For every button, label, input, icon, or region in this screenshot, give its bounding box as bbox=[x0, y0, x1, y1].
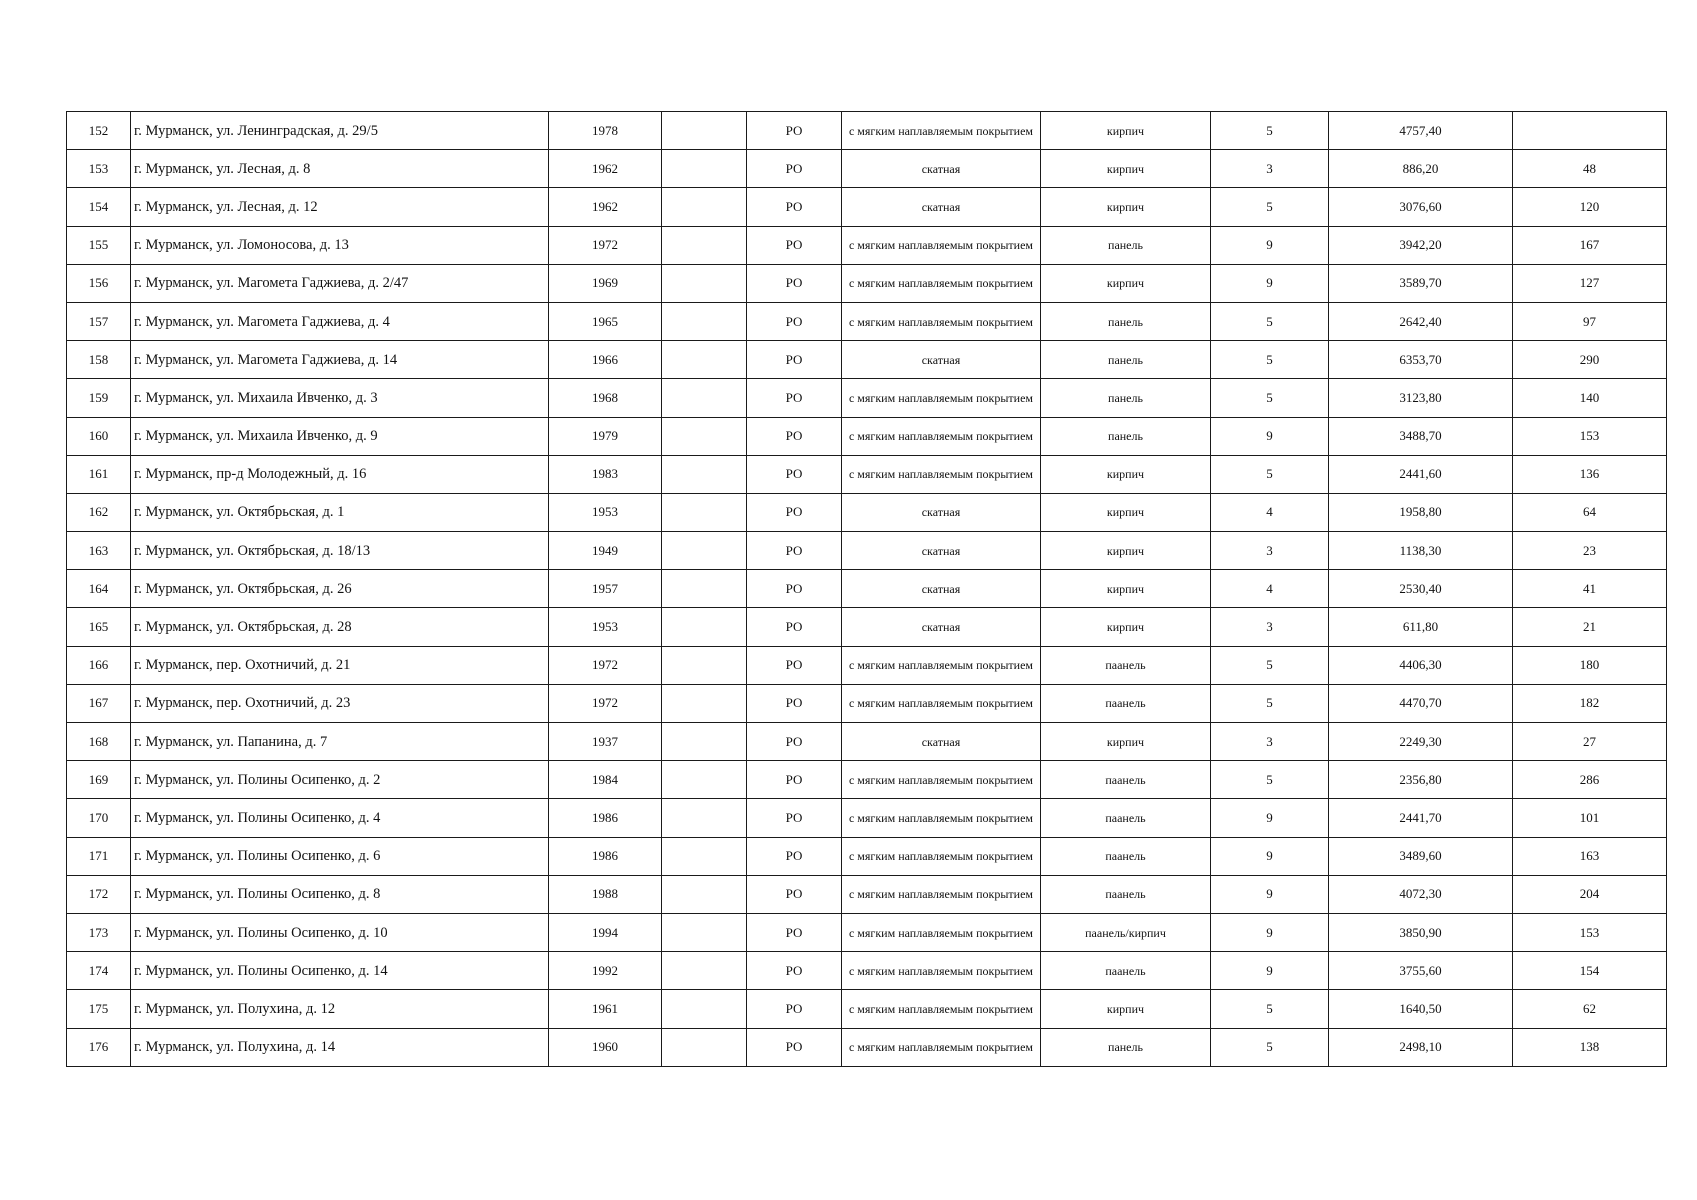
residents-cell: 167 bbox=[1513, 226, 1667, 264]
residents-cell: 290 bbox=[1513, 341, 1667, 379]
area-cell: 3589,70 bbox=[1329, 264, 1513, 302]
org-type-cell: РО bbox=[747, 570, 842, 608]
build-year-cell: 1957 bbox=[549, 570, 662, 608]
empty-cell bbox=[662, 723, 747, 761]
table-row bbox=[67, 417, 1667, 455]
residents-cell: 154 bbox=[1513, 952, 1667, 990]
address-cell: г. Мурманск, ул. Полухина, д. 14 bbox=[131, 1028, 549, 1066]
residents-cell: 180 bbox=[1513, 646, 1667, 684]
floors-cell: 5 bbox=[1211, 684, 1329, 722]
wall-material-cell: кирпич bbox=[1041, 264, 1211, 302]
area-cell: 2498,10 bbox=[1329, 1028, 1513, 1066]
empty-cell bbox=[662, 570, 747, 608]
address-cell: г. Мурманск, пр-д Молодежный, д. 16 bbox=[131, 455, 549, 493]
row-number-cell: 172 bbox=[67, 875, 131, 913]
residents-cell: 163 bbox=[1513, 837, 1667, 875]
wall-material-cell: панель bbox=[1041, 1028, 1211, 1066]
row-number-cell: 175 bbox=[67, 990, 131, 1028]
roof-type-cell: с мягким наплавляемым покрытием bbox=[842, 226, 1041, 264]
address-cell: г. Мурманск, ул. Ломоносова, д. 13 bbox=[131, 226, 549, 264]
roof-type-cell: с мягким наплавляемым покрытием bbox=[842, 112, 1041, 150]
wall-material-cell: кирпич bbox=[1041, 532, 1211, 570]
org-type-cell: РО bbox=[747, 302, 842, 340]
org-type-cell: РО bbox=[747, 150, 842, 188]
floors-cell: 3 bbox=[1211, 723, 1329, 761]
empty-cell bbox=[662, 837, 747, 875]
residents-cell bbox=[1513, 112, 1667, 150]
row-number-cell: 164 bbox=[67, 570, 131, 608]
roof-type-cell: скатная bbox=[842, 723, 1041, 761]
area-cell: 4757,40 bbox=[1329, 112, 1513, 150]
area-cell: 2356,80 bbox=[1329, 761, 1513, 799]
address-cell: г. Мурманск, ул. Лесная, д. 12 bbox=[131, 188, 549, 226]
address-cell: г. Мурманск, ул. Полины Осипенко, д. 10 bbox=[131, 913, 549, 951]
table-row bbox=[67, 188, 1667, 226]
build-year-cell: 1984 bbox=[549, 761, 662, 799]
empty-cell bbox=[662, 799, 747, 837]
table-row bbox=[67, 761, 1667, 799]
floors-cell: 9 bbox=[1211, 417, 1329, 455]
build-year-cell: 1979 bbox=[549, 417, 662, 455]
roof-type-cell: скатная bbox=[842, 532, 1041, 570]
roof-type-cell: с мягким наплавляемым покрытием bbox=[842, 684, 1041, 722]
floors-cell: 9 bbox=[1211, 264, 1329, 302]
area-cell: 3755,60 bbox=[1329, 952, 1513, 990]
table-row bbox=[67, 837, 1667, 875]
residents-cell: 23 bbox=[1513, 532, 1667, 570]
empty-cell bbox=[662, 952, 747, 990]
address-cell: г. Мурманск, ул. Папанина, д. 7 bbox=[131, 723, 549, 761]
floors-cell: 4 bbox=[1211, 570, 1329, 608]
row-number-cell: 152 bbox=[67, 112, 131, 150]
floors-cell: 9 bbox=[1211, 837, 1329, 875]
empty-cell bbox=[662, 608, 747, 646]
wall-material-cell: кирпич bbox=[1041, 990, 1211, 1028]
area-cell: 6353,70 bbox=[1329, 341, 1513, 379]
address-cell: г. Мурманск, ул. Михаила Ивченко, д. 9 bbox=[131, 417, 549, 455]
area-cell: 4072,30 bbox=[1329, 875, 1513, 913]
build-year-cell: 1972 bbox=[549, 646, 662, 684]
wall-material-cell: панель bbox=[1041, 226, 1211, 264]
row-number-cell: 176 bbox=[67, 1028, 131, 1066]
area-cell: 2642,40 bbox=[1329, 302, 1513, 340]
roof-type-cell: скатная bbox=[842, 608, 1041, 646]
table-row bbox=[67, 875, 1667, 913]
residents-cell: 204 bbox=[1513, 875, 1667, 913]
org-type-cell: РО bbox=[747, 417, 842, 455]
floors-cell: 9 bbox=[1211, 952, 1329, 990]
empty-cell bbox=[662, 341, 747, 379]
empty-cell bbox=[662, 455, 747, 493]
floors-cell: 5 bbox=[1211, 379, 1329, 417]
table-row bbox=[67, 302, 1667, 340]
roof-type-cell: с мягким наплавляемым покрытием bbox=[842, 646, 1041, 684]
org-type-cell: РО bbox=[747, 264, 842, 302]
floors-cell: 9 bbox=[1211, 799, 1329, 837]
address-cell: г. Мурманск, ул. Октябрьская, д. 26 bbox=[131, 570, 549, 608]
address-cell: г. Мурманск, ул. Ленинградская, д. 29/5 bbox=[131, 112, 549, 150]
floors-cell: 5 bbox=[1211, 455, 1329, 493]
roof-type-cell: с мягким наплавляемым покрытием bbox=[842, 837, 1041, 875]
floors-cell: 4 bbox=[1211, 493, 1329, 531]
build-year-cell: 1966 bbox=[549, 341, 662, 379]
roof-type-cell: скатная bbox=[842, 570, 1041, 608]
residents-cell: 101 bbox=[1513, 799, 1667, 837]
residents-cell: 62 bbox=[1513, 990, 1667, 1028]
row-number-cell: 165 bbox=[67, 608, 131, 646]
row-number-cell: 163 bbox=[67, 532, 131, 570]
org-type-cell: РО bbox=[747, 341, 842, 379]
build-year-cell: 1968 bbox=[549, 379, 662, 417]
wall-material-cell: паанель/кирпич bbox=[1041, 913, 1211, 951]
residents-cell: 138 bbox=[1513, 1028, 1667, 1066]
floors-cell: 5 bbox=[1211, 341, 1329, 379]
table-row bbox=[67, 150, 1667, 188]
table-row bbox=[67, 608, 1667, 646]
build-year-cell: 1994 bbox=[549, 913, 662, 951]
roof-type-cell: с мягким наплавляемым покрытием bbox=[842, 875, 1041, 913]
address-cell: г. Мурманск, ул. Полины Осипенко, д. 4 bbox=[131, 799, 549, 837]
wall-material-cell: паанель bbox=[1041, 875, 1211, 913]
wall-material-cell: кирпич bbox=[1041, 112, 1211, 150]
wall-material-cell: паанель bbox=[1041, 646, 1211, 684]
wall-material-cell: панель bbox=[1041, 417, 1211, 455]
row-number-cell: 159 bbox=[67, 379, 131, 417]
row-number-cell: 153 bbox=[67, 150, 131, 188]
area-cell: 4470,70 bbox=[1329, 684, 1513, 722]
build-year-cell: 1988 bbox=[549, 875, 662, 913]
table-row bbox=[67, 684, 1667, 722]
wall-material-cell: кирпич bbox=[1041, 455, 1211, 493]
build-year-cell: 1965 bbox=[549, 302, 662, 340]
table-row bbox=[67, 952, 1667, 990]
roof-type-cell: с мягким наплавляемым покрытием bbox=[842, 379, 1041, 417]
roof-type-cell: с мягким наплавляемым покрытием bbox=[842, 913, 1041, 951]
area-cell: 611,80 bbox=[1329, 608, 1513, 646]
wall-material-cell: кирпич bbox=[1041, 723, 1211, 761]
address-cell: г. Мурманск, ул. Магомета Гаджиева, д. 14 bbox=[131, 341, 549, 379]
table-row bbox=[67, 570, 1667, 608]
address-cell: г. Мурманск, пер. Охотничий, д. 23 bbox=[131, 684, 549, 722]
build-year-cell: 1961 bbox=[549, 990, 662, 1028]
row-number-cell: 167 bbox=[67, 684, 131, 722]
residents-cell: 182 bbox=[1513, 684, 1667, 722]
wall-material-cell: кирпич bbox=[1041, 150, 1211, 188]
table-row bbox=[67, 493, 1667, 531]
residents-cell: 48 bbox=[1513, 150, 1667, 188]
org-type-cell: РО bbox=[747, 837, 842, 875]
build-year-cell: 1962 bbox=[549, 150, 662, 188]
floors-cell: 5 bbox=[1211, 1028, 1329, 1066]
empty-cell bbox=[662, 188, 747, 226]
table-row bbox=[67, 264, 1667, 302]
area-cell: 1640,50 bbox=[1329, 990, 1513, 1028]
empty-cell bbox=[662, 913, 747, 951]
empty-cell bbox=[662, 264, 747, 302]
build-year-cell: 1986 bbox=[549, 837, 662, 875]
org-type-cell: РО bbox=[747, 684, 842, 722]
roof-type-cell: с мягким наплавляемым покрытием bbox=[842, 1028, 1041, 1066]
address-cell: г. Мурманск, ул. Михаила Ивченко, д. 3 bbox=[131, 379, 549, 417]
address-cell: г. Мурманск, пер. Охотничий, д. 21 bbox=[131, 646, 549, 684]
org-type-cell: РО bbox=[747, 990, 842, 1028]
empty-cell bbox=[662, 990, 747, 1028]
table-row bbox=[67, 226, 1667, 264]
floors-cell: 3 bbox=[1211, 532, 1329, 570]
table-row bbox=[67, 112, 1667, 150]
row-number-cell: 157 bbox=[67, 302, 131, 340]
wall-material-cell: паанель bbox=[1041, 952, 1211, 990]
build-year-cell: 1949 bbox=[549, 532, 662, 570]
org-type-cell: РО bbox=[747, 188, 842, 226]
table-row bbox=[67, 913, 1667, 951]
row-number-cell: 168 bbox=[67, 723, 131, 761]
area-cell: 2530,40 bbox=[1329, 570, 1513, 608]
wall-material-cell: паанель bbox=[1041, 799, 1211, 837]
wall-material-cell: кирпич bbox=[1041, 570, 1211, 608]
floors-cell: 3 bbox=[1211, 608, 1329, 646]
org-type-cell: РО bbox=[747, 875, 842, 913]
org-type-cell: РО bbox=[747, 226, 842, 264]
empty-cell bbox=[662, 379, 747, 417]
build-year-cell: 1953 bbox=[549, 493, 662, 531]
address-cell: г. Мурманск, ул. Полины Осипенко, д. 6 bbox=[131, 837, 549, 875]
row-number-cell: 161 bbox=[67, 455, 131, 493]
roof-type-cell: скатная bbox=[842, 341, 1041, 379]
floors-cell: 5 bbox=[1211, 646, 1329, 684]
row-number-cell: 171 bbox=[67, 837, 131, 875]
org-type-cell: РО bbox=[747, 723, 842, 761]
empty-cell bbox=[662, 875, 747, 913]
table-row bbox=[67, 646, 1667, 684]
address-cell: г. Мурманск, ул. Полины Осипенко, д. 14 bbox=[131, 952, 549, 990]
residents-cell: 153 bbox=[1513, 417, 1667, 455]
build-year-cell: 1978 bbox=[549, 112, 662, 150]
housing-registry-table bbox=[66, 111, 1667, 1067]
roof-type-cell: с мягким наплавляемым покрытием bbox=[842, 264, 1041, 302]
table-row bbox=[67, 532, 1667, 570]
floors-cell: 5 bbox=[1211, 761, 1329, 799]
residents-cell: 41 bbox=[1513, 570, 1667, 608]
roof-type-cell: с мягким наплавляемым покрытием bbox=[842, 455, 1041, 493]
empty-cell bbox=[662, 493, 747, 531]
area-cell: 4406,30 bbox=[1329, 646, 1513, 684]
address-cell: г. Мурманск, ул. Полины Осипенко, д. 8 bbox=[131, 875, 549, 913]
empty-cell bbox=[662, 226, 747, 264]
row-number-cell: 156 bbox=[67, 264, 131, 302]
org-type-cell: РО bbox=[747, 493, 842, 531]
wall-material-cell: паанель bbox=[1041, 761, 1211, 799]
floors-cell: 3 bbox=[1211, 150, 1329, 188]
org-type-cell: РО bbox=[747, 532, 842, 570]
floors-cell: 5 bbox=[1211, 188, 1329, 226]
floors-cell: 9 bbox=[1211, 226, 1329, 264]
row-number-cell: 160 bbox=[67, 417, 131, 455]
residents-cell: 140 bbox=[1513, 379, 1667, 417]
residents-cell: 64 bbox=[1513, 493, 1667, 531]
table-row bbox=[67, 1028, 1667, 1066]
floors-cell: 9 bbox=[1211, 875, 1329, 913]
roof-type-cell: с мягким наплавляемым покрытием bbox=[842, 799, 1041, 837]
roof-type-cell: с мягким наплавляемым покрытием bbox=[842, 761, 1041, 799]
address-cell: г. Мурманск, ул. Магомета Гаджиева, д. 2/47 bbox=[131, 264, 549, 302]
row-number-cell: 174 bbox=[67, 952, 131, 990]
area-cell: 886,20 bbox=[1329, 150, 1513, 188]
roof-type-cell: скатная bbox=[842, 150, 1041, 188]
address-cell: г. Мурманск, ул. Полухина, д. 12 bbox=[131, 990, 549, 1028]
empty-cell bbox=[662, 112, 747, 150]
org-type-cell: РО bbox=[747, 913, 842, 951]
row-number-cell: 162 bbox=[67, 493, 131, 531]
area-cell: 3488,70 bbox=[1329, 417, 1513, 455]
residents-cell: 136 bbox=[1513, 455, 1667, 493]
floors-cell: 9 bbox=[1211, 913, 1329, 951]
org-type-cell: РО bbox=[747, 761, 842, 799]
area-cell: 3850,90 bbox=[1329, 913, 1513, 951]
area-cell: 3123,80 bbox=[1329, 379, 1513, 417]
area-cell: 2249,30 bbox=[1329, 723, 1513, 761]
address-cell: г. Мурманск, ул. Октябрьская, д. 18/13 bbox=[131, 532, 549, 570]
org-type-cell: РО bbox=[747, 1028, 842, 1066]
roof-type-cell: с мягким наплавляемым покрытием bbox=[842, 302, 1041, 340]
residents-cell: 286 bbox=[1513, 761, 1667, 799]
wall-material-cell: кирпич bbox=[1041, 608, 1211, 646]
registry-table-body bbox=[67, 112, 1667, 1067]
floors-cell: 5 bbox=[1211, 112, 1329, 150]
wall-material-cell: кирпич bbox=[1041, 493, 1211, 531]
residents-cell: 21 bbox=[1513, 608, 1667, 646]
org-type-cell: РО bbox=[747, 112, 842, 150]
empty-cell bbox=[662, 684, 747, 722]
org-type-cell: РО bbox=[747, 799, 842, 837]
roof-type-cell: скатная bbox=[842, 188, 1041, 226]
area-cell: 3942,20 bbox=[1329, 226, 1513, 264]
org-type-cell: РО bbox=[747, 608, 842, 646]
build-year-cell: 1972 bbox=[549, 684, 662, 722]
wall-material-cell: панель bbox=[1041, 341, 1211, 379]
table-row bbox=[67, 379, 1667, 417]
roof-type-cell: скатная bbox=[842, 493, 1041, 531]
address-cell: г. Мурманск, ул. Магомета Гаджиева, д. 4 bbox=[131, 302, 549, 340]
build-year-cell: 1960 bbox=[549, 1028, 662, 1066]
org-type-cell: РО bbox=[747, 455, 842, 493]
floors-cell: 5 bbox=[1211, 302, 1329, 340]
wall-material-cell: панель bbox=[1041, 379, 1211, 417]
row-number-cell: 173 bbox=[67, 913, 131, 951]
residents-cell: 127 bbox=[1513, 264, 1667, 302]
build-year-cell: 1992 bbox=[549, 952, 662, 990]
empty-cell bbox=[662, 761, 747, 799]
residents-cell: 97 bbox=[1513, 302, 1667, 340]
build-year-cell: 1962 bbox=[549, 188, 662, 226]
address-cell: г. Мурманск, ул. Полины Осипенко, д. 2 bbox=[131, 761, 549, 799]
build-year-cell: 1972 bbox=[549, 226, 662, 264]
org-type-cell: РО bbox=[747, 379, 842, 417]
row-number-cell: 166 bbox=[67, 646, 131, 684]
row-number-cell: 155 bbox=[67, 226, 131, 264]
table-row bbox=[67, 455, 1667, 493]
address-cell: г. Мурманск, ул. Октябрьская, д. 28 bbox=[131, 608, 549, 646]
wall-material-cell: кирпич bbox=[1041, 188, 1211, 226]
table-row bbox=[67, 341, 1667, 379]
wall-material-cell: панель bbox=[1041, 302, 1211, 340]
wall-material-cell: паанель bbox=[1041, 684, 1211, 722]
area-cell: 1958,80 bbox=[1329, 493, 1513, 531]
roof-type-cell: с мягким наплавляемым покрытием bbox=[842, 990, 1041, 1028]
build-year-cell: 1969 bbox=[549, 264, 662, 302]
empty-cell bbox=[662, 417, 747, 455]
build-year-cell: 1937 bbox=[549, 723, 662, 761]
empty-cell bbox=[662, 1028, 747, 1066]
area-cell: 2441,70 bbox=[1329, 799, 1513, 837]
address-cell: г. Мурманск, ул. Октябрьская, д. 1 bbox=[131, 493, 549, 531]
row-number-cell: 154 bbox=[67, 188, 131, 226]
build-year-cell: 1953 bbox=[549, 608, 662, 646]
area-cell: 2441,60 bbox=[1329, 455, 1513, 493]
address-cell: г. Мурманск, ул. Лесная, д. 8 bbox=[131, 150, 549, 188]
org-type-cell: РО bbox=[747, 952, 842, 990]
residents-cell: 153 bbox=[1513, 913, 1667, 951]
residents-cell: 120 bbox=[1513, 188, 1667, 226]
table-row bbox=[67, 799, 1667, 837]
residents-cell: 27 bbox=[1513, 723, 1667, 761]
roof-type-cell: с мягким наплавляемым покрытием bbox=[842, 952, 1041, 990]
empty-cell bbox=[662, 150, 747, 188]
table-row bbox=[67, 990, 1667, 1028]
row-number-cell: 170 bbox=[67, 799, 131, 837]
empty-cell bbox=[662, 302, 747, 340]
table-row bbox=[67, 723, 1667, 761]
area-cell: 3489,60 bbox=[1329, 837, 1513, 875]
row-number-cell: 169 bbox=[67, 761, 131, 799]
empty-cell bbox=[662, 532, 747, 570]
floors-cell: 5 bbox=[1211, 990, 1329, 1028]
row-number-cell: 158 bbox=[67, 341, 131, 379]
build-year-cell: 1983 bbox=[549, 455, 662, 493]
org-type-cell: РО bbox=[747, 646, 842, 684]
roof-type-cell: с мягким наплавляемым покрытием bbox=[842, 417, 1041, 455]
build-year-cell: 1986 bbox=[549, 799, 662, 837]
area-cell: 3076,60 bbox=[1329, 188, 1513, 226]
wall-material-cell: паанель bbox=[1041, 837, 1211, 875]
area-cell: 1138,30 bbox=[1329, 532, 1513, 570]
empty-cell bbox=[662, 646, 747, 684]
